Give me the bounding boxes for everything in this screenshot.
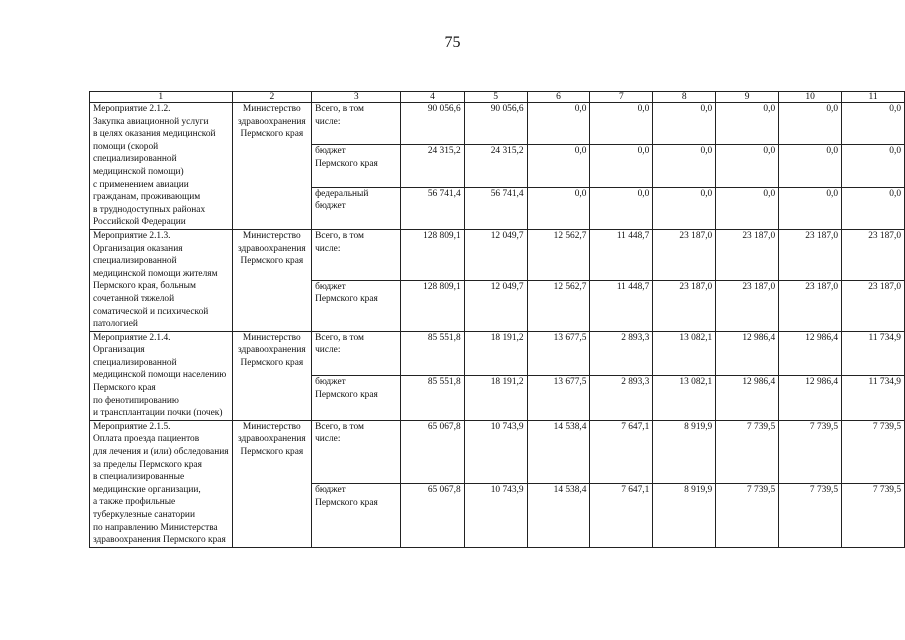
funding-source-line: числе: [315, 116, 341, 127]
amount-cell: 65 067,8 [401, 484, 464, 547]
executor-line: Министерство [242, 421, 301, 432]
measure-title-line: Мероприятие 2.1.5. [93, 421, 171, 432]
amount-cell: 0,0 [716, 103, 779, 145]
amount-cell: 0,0 [527, 187, 590, 229]
executor-line: здравоохранения [237, 434, 306, 445]
amount-cell: 14 538,4 [527, 420, 590, 483]
measure-title-line: а также профильные [93, 497, 176, 508]
executor-cell [232, 420, 312, 547]
measure-title-line: медицинские организации, [93, 484, 201, 495]
amount-cell: 13 082,1 [653, 331, 716, 376]
amount-cell: 0,0 [779, 145, 842, 187]
measure-title-line: Закупка авиационной услуги [93, 116, 209, 127]
column-header-5: 5 [464, 92, 527, 103]
funding-source-cell [312, 229, 401, 280]
executor-line: Министерство [242, 230, 301, 241]
amount-cell: 128 809,1 [401, 229, 464, 280]
column-header-4: 4 [401, 92, 464, 103]
amount-cell: 18 191,2 [464, 331, 527, 376]
amount-cell: 11 734,9 [842, 376, 905, 421]
amount-cell: 24 315,2 [401, 145, 464, 187]
executor-line: здравоохранения [237, 116, 306, 127]
measure-title-line: Пермского края [93, 383, 156, 394]
amount-cell: 2 893,3 [590, 376, 653, 421]
amount-cell: 13 677,5 [527, 376, 590, 421]
funding-source-line: Пермского края [315, 497, 378, 508]
column-header-11: 11 [842, 92, 905, 103]
amount-cell: 12 562,7 [527, 229, 590, 280]
measure-title-line: Мероприятие 2.1.2. [93, 104, 171, 114]
funding-source-line: Пермского края [315, 389, 378, 400]
column-header-1: 1 [90, 92, 233, 103]
amount-cell: 0,0 [842, 103, 905, 145]
measure-title-line: сочетанной тяжелой [93, 293, 175, 304]
table-row [90, 420, 905, 483]
funding-source-line: бюджет [315, 377, 346, 388]
measure-title-line: Мероприятие 2.1.4. [93, 332, 171, 343]
amount-cell: 0,0 [590, 103, 653, 145]
executor-cell [232, 331, 312, 420]
funding-source-line: Всего, в том [315, 104, 364, 114]
amount-cell: 23 187,0 [842, 229, 905, 280]
amount-cell: 7 647,1 [590, 484, 653, 547]
measure-title-line: Мероприятие 2.1.3. [93, 230, 171, 241]
funding-source-line: федеральный [315, 188, 369, 199]
column-header-row [90, 92, 905, 103]
funding-source-cell [312, 331, 401, 376]
measure-title-line: гражданам, проживающим [93, 192, 201, 203]
column-header-8: 8 [653, 92, 716, 103]
amount-cell: 8 919,9 [653, 420, 716, 483]
executor-line: здравоохранения [237, 243, 306, 254]
amount-cell: 56 741,4 [401, 187, 464, 229]
column-header-9: 9 [716, 92, 779, 103]
table-row [90, 229, 905, 280]
funding-source-line: Всего, в том [315, 230, 364, 241]
funding-source-cell [312, 420, 401, 483]
amount-cell: 0,0 [842, 145, 905, 187]
column-header-2: 2 [232, 92, 312, 103]
amount-cell: 90 056,6 [464, 103, 527, 145]
measure-title-line: в труднодоступных районах [93, 204, 206, 215]
amount-cell: 0,0 [716, 187, 779, 229]
amount-cell: 7 739,5 [779, 484, 842, 547]
funding-source-line: Всего, в том [315, 421, 364, 432]
amount-cell: 7 739,5 [779, 420, 842, 483]
column-header-7: 7 [590, 92, 653, 103]
amount-cell: 23 187,0 [779, 280, 842, 331]
page-number: 75 [444, 34, 461, 51]
table-row [90, 331, 905, 376]
measure-title-line: туберкулезные санатории [93, 510, 195, 520]
measure-title-line: специализированной [93, 154, 177, 165]
amount-cell: 14 538,4 [527, 484, 590, 547]
amount-cell: 10 743,9 [464, 420, 527, 483]
amount-cell: 12 562,7 [527, 280, 590, 331]
measure-title-cell [90, 420, 233, 547]
measure-title-line: Организация оказания [93, 243, 183, 254]
measure-title-line: патологией [93, 319, 138, 330]
executor-line: Пермского края [240, 357, 304, 368]
amount-cell: 8 919,9 [653, 484, 716, 547]
amount-cell: 0,0 [779, 103, 842, 145]
amount-cell: 18 191,2 [464, 376, 527, 421]
amount-cell: 12 986,4 [779, 331, 842, 376]
funding-source-cell [312, 280, 401, 331]
measure-title-line: медицинской помощи) [93, 166, 184, 177]
funding-source-line: числе: [315, 345, 341, 356]
amount-cell: 0,0 [527, 145, 590, 187]
amount-cell: 85 551,8 [401, 376, 464, 421]
amount-cell: 24 315,2 [464, 145, 527, 187]
measure-title-line: специализированной [93, 256, 177, 267]
amount-cell: 23 187,0 [779, 229, 842, 280]
measure-title-line: Организация [93, 345, 145, 356]
amount-cell: 0,0 [590, 187, 653, 229]
measure-title-line: соматической и психической [93, 306, 209, 317]
funding-source-cell [312, 187, 401, 229]
measure-title-line: здравоохранения Пермского края [93, 535, 226, 546]
amount-cell: 13 677,5 [527, 331, 590, 376]
amount-cell: 0,0 [653, 145, 716, 187]
measure-title-line: за пределы Пермского края [93, 459, 202, 470]
column-header-6: 6 [527, 92, 590, 103]
measure-title-line: для лечения и (или) обследования [93, 447, 229, 458]
measure-title-cell [90, 229, 233, 331]
amount-cell: 0,0 [590, 145, 653, 187]
amount-cell: 85 551,8 [401, 331, 464, 376]
amount-cell: 0,0 [527, 103, 590, 145]
measure-title-line: по направлению Министерства [93, 522, 218, 533]
amount-cell: 90 056,6 [401, 103, 464, 145]
executor-line: Пермского края [240, 256, 304, 267]
measure-title-line: помощи (скорой [93, 141, 159, 152]
measure-title-cell [90, 103, 233, 230]
measure-title-line: и трансплантации почки (почек) [93, 408, 223, 419]
amount-cell: 23 187,0 [842, 280, 905, 331]
amount-cell: 12 986,4 [716, 376, 779, 421]
amount-cell: 23 187,0 [716, 229, 779, 280]
amount-cell: 0,0 [653, 187, 716, 229]
column-header-3: 3 [312, 92, 401, 103]
funding-source-line: бюджет [315, 201, 346, 212]
amount-cell: 128 809,1 [401, 280, 464, 331]
amount-cell: 65 067,8 [401, 420, 464, 483]
measure-title-line: медицинской помощи населению [93, 370, 227, 381]
executor-line: Министерство [242, 104, 301, 114]
amount-cell: 0,0 [779, 187, 842, 229]
amount-cell: 12 049,7 [464, 229, 527, 280]
funding-source-line: числе: [315, 243, 341, 254]
measure-title-line: Российской Федерации [93, 217, 186, 228]
amount-cell: 0,0 [716, 145, 779, 187]
amount-cell: 11 448,7 [590, 280, 653, 331]
funding-source-line: бюджет [315, 485, 346, 496]
executor-line: Пермского края [240, 129, 304, 140]
amount-cell: 7 739,5 [842, 484, 905, 547]
measure-title-line: Пермского края, больным [93, 281, 196, 292]
table-body [90, 92, 905, 548]
amount-cell: 0,0 [842, 187, 905, 229]
amount-cell: 11 734,9 [842, 331, 905, 376]
amount-cell: 12 049,7 [464, 280, 527, 331]
funding-source-line: бюджет [315, 146, 346, 157]
measure-title-line: в специализированные [93, 472, 185, 483]
funding-source-line: бюджет [315, 281, 346, 292]
budget-table [89, 91, 905, 548]
funding-source-line: Всего, в том [315, 332, 364, 343]
measure-title-line: с применением авиации [93, 179, 189, 190]
funding-source-cell [312, 376, 401, 421]
measure-title-line: медицинской помощи жителям [93, 268, 218, 279]
measure-title-line: Оплата проезда пациентов [93, 434, 200, 445]
executor-line: Пермского края [240, 447, 304, 458]
executor-line: Министерство [242, 332, 301, 343]
amount-cell: 0,0 [653, 103, 716, 145]
amount-cell: 23 187,0 [653, 229, 716, 280]
executor-cell [232, 103, 312, 230]
amount-cell: 11 448,7 [590, 229, 653, 280]
funding-source-line: числе: [315, 434, 341, 445]
amount-cell: 56 741,4 [464, 187, 527, 229]
amount-cell: 7 739,5 [842, 420, 905, 483]
funding-source-line: Пермского края [315, 158, 378, 169]
executor-cell [232, 229, 312, 331]
amount-cell: 7 647,1 [590, 420, 653, 483]
amount-cell: 10 743,9 [464, 484, 527, 547]
executor-line: здравоохранения [237, 345, 306, 356]
funding-source-cell [312, 484, 401, 547]
funding-source-line: Пермского края [315, 294, 378, 305]
amount-cell: 13 082,1 [653, 376, 716, 421]
amount-cell: 12 986,4 [716, 331, 779, 376]
funding-source-cell [312, 145, 401, 187]
amount-cell: 12 986,4 [779, 376, 842, 421]
funding-source-cell [312, 103, 401, 145]
measure-title-line: по фенотипированию [93, 395, 179, 406]
table-row [90, 103, 905, 145]
amount-cell: 23 187,0 [653, 280, 716, 331]
amount-cell: 2 893,3 [590, 331, 653, 376]
measure-title-line: специализированной [93, 357, 177, 368]
column-header-10: 10 [779, 92, 842, 103]
amount-cell: 23 187,0 [716, 280, 779, 331]
amount-cell: 7 739,5 [716, 420, 779, 483]
measure-title-cell [90, 331, 233, 420]
amount-cell: 7 739,5 [716, 484, 779, 547]
measure-title-line: в целях оказания медицинской [93, 129, 216, 140]
